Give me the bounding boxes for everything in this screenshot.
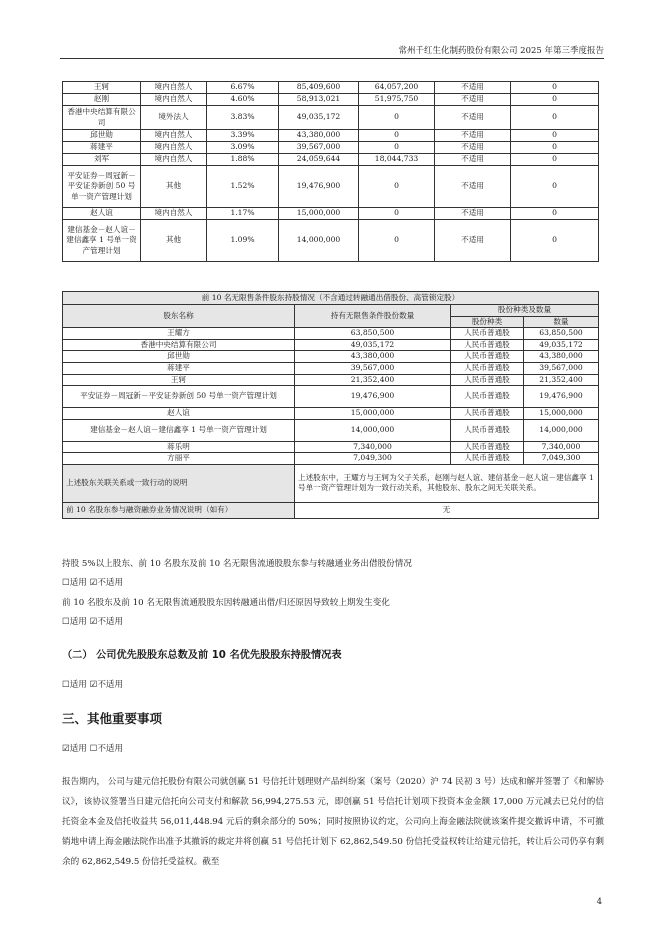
restricted-shares: 64,057,200 [359,82,435,94]
holder-name: 王轲 [63,374,295,386]
table-row [63,130,599,142]
share-kind: 人民币普通股 [451,441,524,453]
pledge-status: 不适用 [435,106,511,130]
shareholder-type: 境内自然人 [141,94,207,106]
shareholder-type: 境内自然人 [141,82,207,94]
shareholder-name: 建信基金－赵人谊－建信鑫享 1 号单一资产管理计划 [63,220,141,262]
holding-pct: 6.67% [207,82,279,94]
table-row [63,351,599,363]
margin-label: 前 10 名股东参与融资融券业务情况说明（如有） [63,502,295,518]
other-matters-title: 三、其他重要事项 [62,711,163,726]
unrestricted-qty: 21,352,400 [295,374,451,386]
header-rule [60,58,604,59]
preferred-section-title: （二） 公司优先股股东总数及前 10 名优先股股东持股情况表 [62,650,342,661]
relation-text: 上述股东中，王耀方与王轲为父子关系，赵刚与赵人谊、建信基金－赵人谊－建信鑫享 1 号单一资产管理计划为一致行动关系，其他股东、股东之间无关联关系。 [295,464,599,502]
other-matters-applicability: ☑适用 ☐不适用 [62,744,124,754]
unrestricted-qty: 63,850,500 [295,328,451,340]
pledge-status: 不适用 [435,82,511,94]
table-row [63,82,599,94]
holder-name: 邱世勋 [63,351,295,363]
restricted-shares: 0 [359,208,435,220]
restricted-shares: 0 [359,142,435,154]
restricted-shares: 51,975,750 [359,94,435,106]
pledge-qty: 0 [511,82,599,94]
table-row [63,362,599,374]
shareholder-name: 赵刚 [63,94,141,106]
pledge-qty: 0 [511,220,599,262]
col-header-kind-type: 股份种类 [451,316,524,328]
pledge-status: 不适用 [435,220,511,262]
share-kind: 人民币普通股 [451,386,524,408]
shareholder-name: 王轲 [63,82,141,94]
pledge-status: 不适用 [435,166,511,208]
relation-label: 上述股东关联关系或一致行动的说明 [63,464,295,502]
pledge-qty: 0 [511,154,599,166]
table-row [63,142,599,154]
shareholder-name: 赵人谊 [63,208,141,220]
table-row [63,220,599,262]
share-kind: 人民币普通股 [451,408,524,420]
unrestricted-qty: 15,000,000 [295,408,451,420]
holding-pct: 3.39% [207,130,279,142]
holding-pct: 3.09% [207,142,279,154]
pledge-status: 不适用 [435,142,511,154]
table-row [63,94,599,106]
pledge-qty: 0 [511,106,599,130]
holding-pct: 3.83% [207,106,279,130]
restricted-shares: 0 [359,106,435,130]
holding-pct: 1.17% [207,208,279,220]
holder-name: 蒋建平 [63,362,295,374]
pledge-qty: 0 [511,208,599,220]
table-row [63,419,599,441]
holding-shares: 58,913,021 [279,94,359,106]
restricted-shares: 0 [359,166,435,208]
share-kind: 人民币普通股 [451,453,524,465]
restricted-shares: 0 [359,220,435,262]
holding-shares: 49,035,172 [279,106,359,130]
share-kind: 人民币普通股 [451,419,524,441]
holder-name: 香港中央结算有限公司 [63,339,295,351]
pledge-qty: 0 [511,142,599,154]
shareholder-type: 境内自然人 [141,208,207,220]
top10-shareholders-table [62,81,599,262]
holding-shares: 19,476,900 [279,166,359,208]
restricted-shares: 18,044,733 [359,154,435,166]
shareholder-type: 境外法人 [141,106,207,130]
share-kind-qty: 43,380,000 [524,351,599,363]
share-kind-qty: 15,000,000 [524,408,599,420]
share-kind-qty: 19,476,900 [524,386,599,408]
unrestricted-qty: 39,567,000 [295,362,451,374]
share-kind-qty: 49,035,172 [524,339,599,351]
pledge-status: 不适用 [435,208,511,220]
change-applicability: ☐适用 ☑不适用 [62,617,124,627]
unrestricted-qty: 49,035,172 [295,339,451,351]
shareholder-type: 境内自然人 [141,142,207,154]
table-row [63,339,599,351]
col-header-kind: 股份种类及数量 [451,305,599,317]
table-row [63,374,599,386]
share-kind: 人民币普通股 [451,362,524,374]
pledge-qty: 0 [511,130,599,142]
shareholder-type: 其他 [141,166,207,208]
holding-pct: 1.88% [207,154,279,166]
report-header: 常州千红生化制药股份有限公司 2025 年第三季度报告 [398,46,604,56]
holder-name: 平安证券－周冠新－平安证券新创 50 号单一资产管理计划 [63,386,295,408]
unrestricted-qty: 7,049,300 [295,453,451,465]
holder-name: 建信基金－赵人谊－建信鑫享 1 号单一资产管理计划 [63,419,295,441]
unrestricted-qty: 19,476,900 [295,386,451,408]
share-kind-qty: 21,352,400 [524,374,599,386]
holding-shares: 15,000,000 [279,208,359,220]
restricted-shares: 0 [359,130,435,142]
col-header-kind-qty: 数量 [524,316,599,328]
shareholder-name: 香港中央结算有限公司 [63,106,141,130]
shareholder-type: 境内自然人 [141,130,207,142]
share-kind: 人民币普通股 [451,351,524,363]
shareholder-name: 邱世勋 [63,130,141,142]
table-row [63,408,599,420]
holding-shares: 43,380,000 [279,130,359,142]
lending-paragraph: 持股 5%以上股东、前 10 名股东及前 10 名无限售流通股股东参与转融通业务出借股份情况 [62,559,412,569]
holding-shares: 14,000,000 [279,220,359,262]
holding-shares: 39,567,000 [279,142,359,154]
shareholder-name: 刘军 [63,154,141,166]
share-kind-qty: 63,850,500 [524,328,599,340]
margin-text: 无 [295,502,599,518]
page-number: 4 [596,897,602,907]
table-row [63,166,599,208]
shareholder-type: 境内自然人 [141,154,207,166]
unrestricted-qty: 14,000,000 [295,419,451,441]
holding-shares: 85,409,600 [279,82,359,94]
unrestricted-qty: 43,380,000 [295,351,451,363]
holder-name: 王耀方 [63,328,295,340]
pledge-status: 不适用 [435,94,511,106]
other-matters-body: 报告期内， 公司与建元信托股份有限公司就创赢 51 号信托计划理财产品纠纷案（案号（2020）沪 74 民初 3 号）达成和解并签署了《和解协议》，该协议签署当日建元信托向公司支付和解款 56,994,275.53 元，即创赢 51 号信托计划项下投资本金金额 17,000 万元减去已兑付的信托资金本金及信托收益共 56,011,448.94 元后的剩余部分的 50%；同时按照协议约定，公司向上海金融法院就该案件提交撤诉申请，不可撤销地申请上海金融法院作出准予其撤诉的裁定并将创赢 51 号信托计划下 62,862,549.50 份信托受益权转让给建元信托，转让后公司仍享有剩余的 62,862,549.5 份信托受益权。截至 [62,777,604,867]
col-header-name: 股东名称 [63,305,295,328]
share-kind-qty: 39,567,000 [524,362,599,374]
unrestricted-section-title: 前 10 名无限售条件股东持股情况（不含通过转融通出借股份、高管锁定股） [63,292,599,305]
table-row [63,328,599,340]
share-kind-qty: 14,000,000 [524,419,599,441]
pledge-status: 不适用 [435,130,511,142]
table-row [63,208,599,220]
holder-name: 赵人谊 [63,408,295,420]
share-kind-qty: 7,340,000 [524,441,599,453]
holder-name: 蒋乐明 [63,441,295,453]
unrestricted-shareholders-table [62,291,599,519]
share-kind-qty: 7,049,300 [524,453,599,465]
holding-pct: 1.09% [207,220,279,262]
col-header-qty: 持有无限售条件股份数量 [295,305,451,328]
table-row [63,106,599,130]
holder-name: 方丽平 [63,453,295,465]
preferred-applicability: ☐适用 ☑不适用 [62,680,124,690]
share-kind: 人民币普通股 [451,339,524,351]
holding-pct: 1.52% [207,166,279,208]
change-paragraph: 前 10 名股东及前 10 名无限售流通股股东因转融通出借/归还原因导致较上期发生变化 [62,598,390,608]
pledge-status: 不适用 [435,154,511,166]
table-row [63,386,599,408]
shareholder-type: 其他 [141,220,207,262]
holding-shares: 24,059,644 [279,154,359,166]
unrestricted-qty: 7,340,000 [295,441,451,453]
lending-applicability: ☐适用 ☑不适用 [62,578,124,588]
holding-pct: 4.60% [207,94,279,106]
table-row [63,154,599,166]
table-row [63,453,599,465]
share-kind: 人民币普通股 [451,374,524,386]
pledge-qty: 0 [511,94,599,106]
shareholder-name: 蒋建平 [63,142,141,154]
shareholder-name: 平安证券－周冠新－平安证券新创 50 号单一资产管理计划 [63,166,141,208]
pledge-qty: 0 [511,166,599,208]
share-kind: 人民币普通股 [451,328,524,340]
table-row [63,441,599,453]
